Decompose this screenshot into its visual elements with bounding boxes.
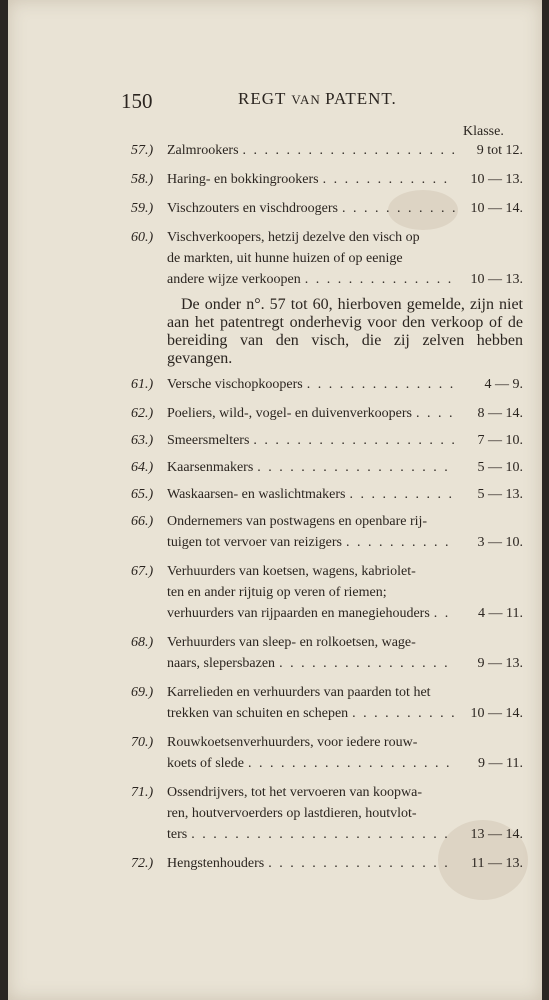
klasse-range: 13 — 14. — [470, 827, 523, 842]
klasse-column-header: Klasse. — [463, 124, 504, 139]
leader-dots — [323, 169, 455, 190]
leader-dots — [268, 853, 455, 874]
entry-number: 61.) — [131, 377, 154, 392]
list-entry — [131, 511, 523, 553]
entry-text — [167, 430, 523, 451]
entry-text — [167, 198, 523, 219]
entry-number: 57.) — [131, 143, 154, 158]
entry-line: ten en ander rijtuig op veren of riemen; — [167, 585, 387, 600]
klasse-range: 10 — 14. — [470, 201, 523, 216]
entry-line: Karrelieden en verhuurders van paarden tot het — [167, 685, 431, 700]
entry-number: 71.) — [131, 785, 154, 800]
entry-line: ren, houtvervoerders op lastdieren, houtvlot- — [167, 806, 417, 821]
leader-dots — [248, 753, 455, 774]
entry-line: Haring- en bokkingrookers — [167, 172, 319, 187]
klasse-range: 11 — 13. — [471, 856, 523, 871]
entry-line: Ondernemers van postwagens en openbare rij- — [167, 514, 428, 529]
list-entry — [131, 374, 523, 395]
footnote-paragraph: De onder n°. 57 tot 60, hierboven gemelde, zijn niet aan het patentregt onderhevig voor den verkoop of de bereiding van den visch, die zij zelven hebben gevangen. — [167, 296, 523, 367]
klasse-range: 4 — 9. — [484, 377, 523, 392]
list-entry — [131, 732, 523, 774]
klasse-range: 5 — 13. — [477, 487, 523, 502]
leader-dots — [243, 140, 455, 161]
leader-dots — [349, 484, 455, 505]
list-entry — [131, 782, 523, 845]
klasse-range: 9 — 11. — [478, 756, 523, 771]
klasse-range: 8 — 14. — [477, 406, 523, 421]
entry-line: koets of slede — [167, 756, 244, 771]
entry-line: Ossendrijvers, tot het vervoeren van koopwa- — [167, 785, 423, 800]
entry-line: tuigen tot vervoer van reizigers — [167, 535, 342, 550]
entry-text — [167, 403, 523, 424]
entry-line: Verhuurders van sleep- en rolkoetsen, wage- — [167, 635, 416, 650]
running-head-part: REGT — [238, 89, 292, 108]
entry-text — [167, 561, 523, 624]
entry-number: 72.) — [131, 856, 154, 871]
entry-text — [167, 374, 523, 395]
klasse-range: 10 — 13. — [470, 172, 523, 187]
entry-text — [167, 782, 523, 845]
entry-text — [167, 227, 523, 290]
entry-line: Kaarsenmakers — [167, 460, 254, 475]
list-entry — [131, 169, 523, 190]
list-entry — [131, 227, 523, 290]
entry-line: Versche vischopkoopers — [167, 377, 303, 392]
entry-line: verhuurders van rijpaarden en manegiehouders — [167, 606, 430, 621]
list-entry — [131, 457, 523, 478]
entry-number: 69.) — [131, 685, 154, 700]
list-entry — [131, 430, 523, 451]
entry-line: naars, slepersbazen — [167, 656, 276, 671]
leader-dots — [305, 269, 455, 290]
running-head-part: VAN — [291, 92, 326, 107]
entry-text — [167, 457, 523, 478]
entry-line: Vischverkoopers, hetzij dezelve den visch op — [167, 230, 420, 245]
entry-number: 67.) — [131, 564, 154, 579]
entry-line: Zalmrookers — [167, 143, 239, 158]
klasse-range: 10 — 14. — [470, 706, 523, 721]
leader-dots — [416, 403, 455, 424]
entry-line: Verhuurders van koetsen, wagens, kabriolet- — [167, 564, 416, 579]
entry-text — [167, 632, 523, 674]
list-entry — [131, 561, 523, 624]
entry-line: Vischzouters en vischdroogers — [167, 201, 339, 216]
leader-dots — [257, 457, 455, 478]
entry-text — [167, 484, 523, 505]
entry-line: Smeersmelters — [167, 433, 250, 448]
entry-number: 58.) — [131, 172, 154, 187]
leader-dots — [352, 703, 455, 724]
running-head-part: PATENT. — [325, 89, 397, 108]
entry-text — [167, 682, 523, 724]
entry-number: 62.) — [131, 406, 154, 421]
entry-line: Waskaarsen- en waslichtmakers — [167, 487, 346, 502]
list-entry — [131, 682, 523, 724]
leader-dots — [191, 824, 455, 845]
entry-line: trekken van schuiten en schepen — [167, 706, 349, 721]
klasse-range: 9 tot 12. — [476, 143, 523, 158]
entry-text — [167, 853, 523, 874]
entry-list — [131, 140, 523, 874]
entry-number: 65.) — [131, 487, 154, 502]
entry-line: Hengstenhouders — [167, 856, 265, 871]
entry-number: 66.) — [131, 514, 154, 529]
entry-line: andere wijze verkoopen — [167, 272, 301, 287]
leader-dots — [434, 603, 455, 624]
entry-line: Poeliers, wild-, vogel- en duivenverkoopers — [167, 406, 412, 421]
list-entry — [131, 853, 523, 874]
entry-text — [167, 511, 523, 553]
leader-dots — [307, 374, 455, 395]
entry-text — [167, 169, 523, 190]
entry-number: 59.) — [131, 201, 154, 216]
klasse-range: 5 — 10. — [477, 460, 523, 475]
list-entry — [131, 632, 523, 674]
entry-number: 68.) — [131, 635, 154, 650]
entry-number: 60.) — [131, 230, 154, 245]
klasse-range: 7 — 10. — [477, 433, 523, 448]
entry-line: Rouwkoetsenverhuurders, voor iedere rouw- — [167, 735, 418, 750]
leader-dots — [342, 198, 455, 219]
entry-text — [167, 140, 523, 161]
klasse-range: 9 — 13. — [477, 656, 523, 671]
entry-number: 70.) — [131, 735, 154, 750]
entry-line: ters — [167, 827, 188, 842]
running-head — [238, 89, 397, 109]
klasse-range: 3 — 10. — [477, 535, 523, 550]
entry-number: 63.) — [131, 433, 154, 448]
list-entry — [131, 484, 523, 505]
leader-dots — [346, 532, 455, 553]
list-entry — [131, 198, 523, 219]
klasse-range: 4 — 11. — [478, 606, 523, 621]
entry-line: de markten, uit hunne huizen of op eenige — [167, 251, 403, 266]
entry-text — [167, 732, 523, 774]
entry-number: 64.) — [131, 460, 154, 475]
list-entry — [131, 140, 523, 161]
book-page — [8, 0, 542, 1000]
leader-dots — [253, 430, 455, 451]
page-number: 150 — [121, 89, 153, 113]
klasse-range: 10 — 13. — [470, 272, 523, 287]
leader-dots — [279, 653, 455, 674]
list-entry — [131, 403, 523, 424]
